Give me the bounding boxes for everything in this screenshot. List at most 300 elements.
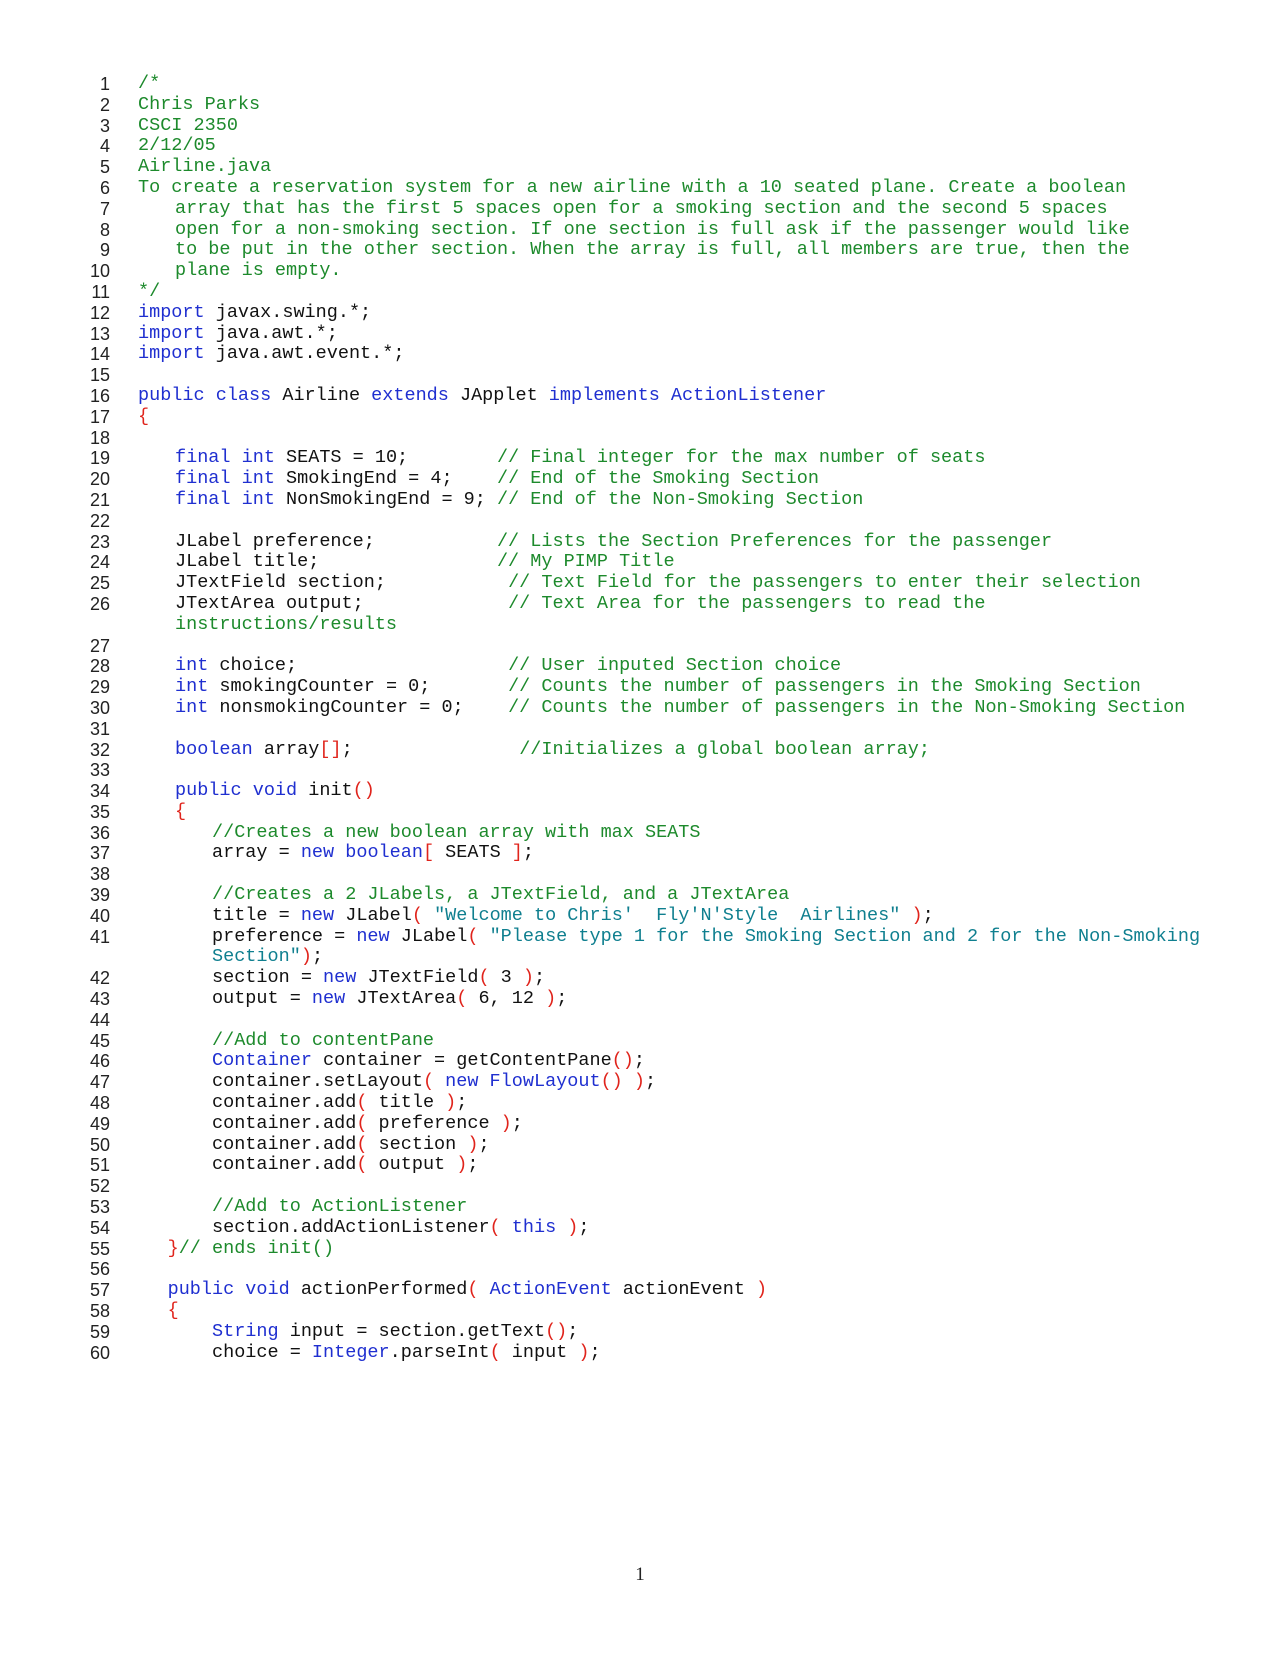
code-line [0, 864, 1280, 885]
code-token: ) [911, 904, 923, 926]
code-token: To create a reservation system for a new airline with a 10 seated plane. Create a boolean [138, 176, 1127, 198]
code-token: ) [578, 1341, 590, 1363]
line-number: 39 [89, 885, 110, 906]
code-line [0, 740, 1280, 761]
code-text [138, 1197, 1218, 1218]
code-token: //Creates a new boolean array with max SEATS [212, 821, 701, 843]
code-token: () [611, 1050, 634, 1072]
code-token: final int [175, 488, 275, 510]
code-line [0, 989, 1280, 1010]
code-text [138, 261, 1218, 282]
code-text [138, 1239, 1218, 1260]
line-number: 52 [89, 1176, 110, 1197]
code-text [138, 698, 1218, 719]
code-token: array = [212, 842, 301, 864]
line-number: 25 [89, 573, 110, 594]
line-number: 31 [89, 718, 110, 739]
code-token: ( [489, 1216, 501, 1238]
code-token: ; [578, 1216, 590, 1238]
code-text [138, 573, 1218, 594]
code-line [0, 199, 1280, 220]
code-token: final int [175, 447, 275, 469]
code-text [138, 1072, 1218, 1093]
code-token: // Counts the number of passengers in the Smoking Section [508, 676, 1141, 698]
line-number: 12 [89, 302, 110, 323]
code-token: 2/12/05 [138, 135, 216, 157]
code-text [138, 1051, 1218, 1072]
code-text [138, 1259, 1218, 1280]
code-token: { [175, 800, 187, 822]
code-line [0, 719, 1280, 740]
code-line [0, 1031, 1280, 1052]
code-text [138, 864, 1218, 885]
code-line [0, 1135, 1280, 1156]
code-token: Chris Parks [138, 93, 261, 115]
code-token: init [297, 780, 353, 802]
code-token: import [138, 343, 205, 365]
code-line [0, 490, 1280, 511]
line-number: 8 [99, 219, 110, 240]
code-token: // Text Field for the passengers to enter their selection [508, 572, 1141, 594]
code-token: ; [522, 842, 534, 864]
code-line [0, 1239, 1280, 1260]
code-token: JLabel preference; [175, 530, 497, 552]
code-token: // End of the Smoking Section [496, 468, 819, 490]
code-text [138, 927, 1218, 969]
line-number: 30 [89, 697, 110, 718]
code-line [0, 1155, 1280, 1176]
code-token: to be put in the other section. When the array is full, all members are true, then the [175, 239, 1130, 261]
line-number: 55 [89, 1238, 110, 1259]
code-text [138, 885, 1218, 906]
line-number: 48 [89, 1093, 110, 1114]
code-token: extends [371, 384, 449, 406]
code-text [138, 157, 1218, 178]
code-line [0, 843, 1280, 864]
line-number: 59 [89, 1321, 110, 1342]
code-token: array [252, 738, 320, 760]
code-line [0, 906, 1280, 927]
code-line [0, 261, 1280, 282]
code-text [138, 1218, 1218, 1239]
code-token: java.awt.event.*; [204, 343, 405, 365]
code-token: Integer [311, 1341, 390, 1363]
code-token: [ [422, 842, 435, 864]
code-token: smokingCounter = 0; [208, 676, 509, 698]
line-number: 3 [99, 115, 110, 136]
code-token: container = getContentPane [311, 1050, 612, 1072]
code-token: int [175, 696, 209, 718]
code-token: () [352, 780, 375, 802]
code-token: "Please type 1 for the Smoking Section and 2 for the Non-Smoking Section" [212, 925, 1212, 968]
code-token: container.setLayout [212, 1071, 423, 1093]
code-text [138, 1322, 1218, 1343]
code-token: container.add [212, 1154, 357, 1176]
code-line [0, 1051, 1280, 1072]
code-token: ; [534, 967, 546, 989]
line-number: 13 [89, 323, 110, 344]
code-token: ( [478, 967, 490, 989]
code-token: "Welcome to Chris' Fly'N'Style Airlines" [422, 904, 912, 926]
code-token: plane is empty. [175, 260, 342, 282]
code-text [138, 324, 1218, 345]
code-text [138, 802, 1218, 823]
line-number: 29 [89, 677, 110, 698]
code-text [138, 407, 1218, 428]
code-token: ; [645, 1071, 657, 1093]
code-text [138, 552, 1218, 573]
line-number: 2 [99, 94, 110, 115]
code-token: JTextField [356, 967, 479, 989]
code-token: public void [167, 1279, 290, 1301]
code-token: ; [311, 946, 324, 968]
code-token: ( [356, 1133, 368, 1155]
line-number: 7 [99, 198, 110, 219]
code-token: import [138, 301, 205, 323]
code-text [138, 136, 1218, 157]
code-line [0, 594, 1280, 636]
code-token: actionPerformed [289, 1279, 468, 1301]
code-token: public class [138, 384, 272, 406]
code-token: preference = [212, 925, 357, 947]
code-text [138, 1093, 1218, 1114]
code-token: ; [922, 904, 934, 926]
code-token: String [212, 1320, 279, 1342]
code-line [0, 927, 1280, 969]
code-text [138, 490, 1218, 511]
code-token: // End of the Non-Smoking Section [496, 488, 864, 510]
code-token: { [138, 405, 150, 427]
code-text [138, 199, 1218, 220]
code-token: JLabel title; [175, 551, 497, 573]
code-line [0, 157, 1280, 178]
code-token: //Initializes a global boolean array; [519, 738, 930, 760]
code-token: Container [212, 1050, 312, 1072]
code-line [0, 240, 1280, 261]
code-token: implements ActionListener [548, 384, 827, 406]
code-token: section = [212, 967, 324, 989]
code-token: ) [300, 946, 312, 968]
code-token: public void [175, 780, 298, 802]
code-token: Airline.java [138, 156, 272, 178]
code-token: () [545, 1320, 568, 1342]
code-token: ( [356, 1092, 368, 1114]
code-token: new [300, 904, 335, 926]
code-token: ) [456, 1154, 468, 1176]
code-token: output = [212, 988, 312, 1010]
code-token: () ) [600, 1071, 645, 1093]
line-number: 37 [89, 843, 110, 864]
code-line [0, 407, 1280, 428]
code-line [0, 386, 1280, 407]
line-number: 22 [89, 510, 110, 531]
line-number: 17 [89, 406, 110, 427]
code-line [0, 365, 1280, 386]
code-text [138, 240, 1218, 261]
code-token: ( [411, 904, 423, 926]
code-token: import [138, 322, 205, 344]
code-token: ActionEvent [478, 1279, 612, 1301]
code-text [138, 1280, 1218, 1301]
code-token: actionEvent [611, 1279, 757, 1301]
code-line [0, 178, 1280, 199]
code-token: ( [356, 1154, 368, 1176]
code-token: SmokingEnd = 4; [274, 468, 497, 490]
code-token: section.addActionListener [212, 1216, 490, 1238]
code-token: title = [212, 904, 301, 926]
code-token: ; [511, 1112, 523, 1134]
line-number: 45 [89, 1030, 110, 1051]
code-token: // User inputed Section choice [508, 655, 842, 677]
code-token: container.add [212, 1133, 357, 1155]
code-token: int [175, 676, 209, 698]
code-token: int [175, 655, 209, 677]
code-text [138, 906, 1218, 927]
code-token: 3 [489, 967, 523, 989]
code-token: JLabel [389, 925, 468, 947]
line-number: 15 [89, 365, 110, 386]
code-text [138, 365, 1218, 386]
code-token: ( [489, 1341, 501, 1363]
code-token: choice; [208, 655, 509, 677]
code-line [0, 802, 1280, 823]
code-token: title [367, 1092, 446, 1114]
code-text [138, 656, 1218, 677]
line-number: 9 [99, 240, 110, 261]
code-line [0, 968, 1280, 989]
code-token: ( [467, 1279, 479, 1301]
line-number: 6 [99, 177, 110, 198]
code-text [138, 303, 1218, 324]
line-number: 1 [99, 74, 110, 94]
line-number: 40 [89, 905, 110, 926]
line-number: 53 [89, 1197, 110, 1218]
line-number: 57 [89, 1280, 110, 1301]
code-token: Airline [271, 384, 372, 406]
code-line [0, 656, 1280, 677]
code-token: this [500, 1216, 568, 1238]
code-line [0, 760, 1280, 781]
code-token: container.add [212, 1112, 357, 1134]
code-token: JLabel [334, 904, 412, 926]
code-line [0, 781, 1280, 802]
code-line [0, 1301, 1280, 1322]
page-number: 1 [635, 1564, 645, 1585]
line-number: 11 [91, 281, 110, 302]
code-token: ( [356, 1112, 368, 1134]
line-number: 27 [89, 635, 110, 656]
code-line [0, 1010, 1280, 1031]
code-token: .parseInt [389, 1341, 490, 1363]
code-token: [] [319, 738, 342, 760]
code-text [138, 1343, 1218, 1364]
code-token: ( [456, 988, 468, 1010]
code-token: new [311, 988, 346, 1010]
code-token: ; [341, 738, 520, 760]
code-text [138, 386, 1218, 407]
code-line [0, 1322, 1280, 1343]
line-number: 60 [89, 1342, 110, 1363]
code-line [0, 428, 1280, 449]
code-text [138, 282, 1218, 303]
code-line [0, 95, 1280, 116]
code-listing [0, 74, 1280, 1363]
code-line [0, 552, 1280, 573]
code-token: input [500, 1341, 579, 1363]
code-line [0, 1072, 1280, 1093]
code-text [138, 469, 1218, 490]
line-number: 21 [89, 489, 110, 510]
code-token: nonsmokingCounter = 0; [208, 696, 509, 718]
code-line [0, 303, 1280, 324]
code-token: section [367, 1133, 468, 1155]
code-text [138, 116, 1218, 137]
code-token: new FlowLayout [434, 1071, 601, 1093]
code-line [0, 116, 1280, 137]
line-number: 41 [89, 926, 110, 947]
code-line [0, 1176, 1280, 1197]
code-token: ; [633, 1050, 645, 1072]
code-token: // Text Area for the passengers to read the instructions/results [175, 592, 997, 635]
line-number: 10 [89, 261, 110, 282]
line-number: 35 [89, 801, 110, 822]
code-token: ) [500, 1112, 512, 1134]
line-number: 19 [89, 448, 110, 469]
code-token: final int [175, 468, 275, 490]
code-token: ) [545, 988, 557, 1010]
code-line [0, 282, 1280, 303]
code-token: 6, 12 [467, 988, 546, 1010]
code-text [138, 968, 1218, 989]
code-text [138, 989, 1218, 1010]
code-line [0, 823, 1280, 844]
line-number: 50 [89, 1134, 110, 1155]
code-text [138, 428, 1218, 449]
line-number: 14 [89, 344, 110, 365]
code-token: javax.swing.*; [204, 301, 372, 323]
code-token: new [356, 925, 390, 947]
line-number: 42 [89, 968, 110, 989]
code-token: java.awt.*; [204, 322, 338, 344]
line-number: 26 [89, 593, 110, 614]
code-token: SEATS [434, 842, 512, 864]
code-token: boolean [175, 738, 253, 760]
code-text [138, 719, 1218, 740]
code-token: //Add to ActionListener [212, 1196, 468, 1218]
code-text [138, 220, 1218, 241]
code-text [138, 1010, 1218, 1031]
code-token: ] [511, 842, 523, 864]
code-line [0, 220, 1280, 241]
code-line [0, 469, 1280, 490]
code-text [138, 344, 1218, 365]
code-token: ; [556, 988, 568, 1010]
line-number: 34 [89, 781, 110, 802]
code-line [0, 636, 1280, 657]
line-number: 32 [89, 739, 110, 760]
code-token: JTextArea [345, 988, 457, 1010]
code-text [138, 594, 1218, 636]
code-text [138, 760, 1218, 781]
line-number: 24 [89, 552, 110, 573]
line-number: 18 [89, 427, 110, 448]
line-number: 56 [89, 1259, 110, 1280]
code-token: preference [367, 1112, 501, 1134]
code-line [0, 74, 1280, 95]
code-text [138, 178, 1218, 199]
line-number: 33 [89, 760, 110, 781]
code-text [138, 740, 1218, 761]
code-token: SEATS = 10; [274, 447, 497, 469]
code-text [138, 1031, 1218, 1052]
code-line [0, 1218, 1280, 1239]
code-text [138, 843, 1218, 864]
code-line [0, 677, 1280, 698]
code-token: //Add to contentPane [212, 1029, 435, 1051]
code-line [0, 1093, 1280, 1114]
line-number: 23 [89, 531, 110, 552]
code-line [0, 698, 1280, 719]
line-number: 58 [89, 1301, 110, 1322]
code-line [0, 573, 1280, 594]
line-number: 20 [89, 469, 110, 490]
code-text [138, 1301, 1218, 1322]
code-text [138, 1114, 1218, 1135]
line-number: 38 [89, 864, 110, 885]
code-token: //Creates a 2 JLabels, a JTextField, and a JTextArea [212, 884, 790, 906]
code-text [138, 1176, 1218, 1197]
code-text [138, 532, 1218, 553]
code-token: choice = [212, 1341, 312, 1363]
code-token: NonSmokingEnd = 9; [274, 488, 497, 510]
code-token: new boolean [300, 842, 423, 864]
code-token: { [167, 1300, 179, 1322]
code-text [138, 511, 1218, 532]
code-token: } [167, 1237, 179, 1259]
code-token: input = section.getText [278, 1320, 546, 1342]
code-text [138, 781, 1218, 802]
code-line [0, 1280, 1280, 1301]
code-token: ; [567, 1320, 579, 1342]
code-line [0, 1114, 1280, 1135]
code-line [0, 1197, 1280, 1218]
code-token: ) [756, 1279, 768, 1301]
line-number: 4 [99, 136, 110, 157]
line-number: 51 [89, 1155, 110, 1176]
line-number: 49 [89, 1113, 110, 1134]
code-token: */ [138, 280, 161, 302]
code-text [138, 74, 1218, 95]
code-text [138, 677, 1218, 698]
code-token: output [367, 1154, 457, 1176]
code-token: ( [467, 925, 479, 947]
code-line [0, 448, 1280, 469]
code-token: ; [467, 1154, 479, 1176]
code-token: /* [138, 73, 161, 94]
code-token: ) [567, 1216, 579, 1238]
code-text [138, 823, 1218, 844]
code-token: ) [467, 1133, 479, 1155]
code-text [138, 1155, 1218, 1176]
code-token: // Final integer for the max number of seats [496, 447, 986, 469]
line-number: 5 [99, 157, 110, 178]
code-token: ; [589, 1341, 601, 1363]
code-token: // ends init() [178, 1237, 335, 1259]
code-token: // Counts the number of passengers in the Non-Smoking Section [508, 696, 1186, 718]
code-token: ; [478, 1133, 490, 1155]
code-token: array that has the first 5 spaces open for a smoking section and the second 5 spaces [175, 197, 1108, 219]
code-text [138, 95, 1218, 116]
